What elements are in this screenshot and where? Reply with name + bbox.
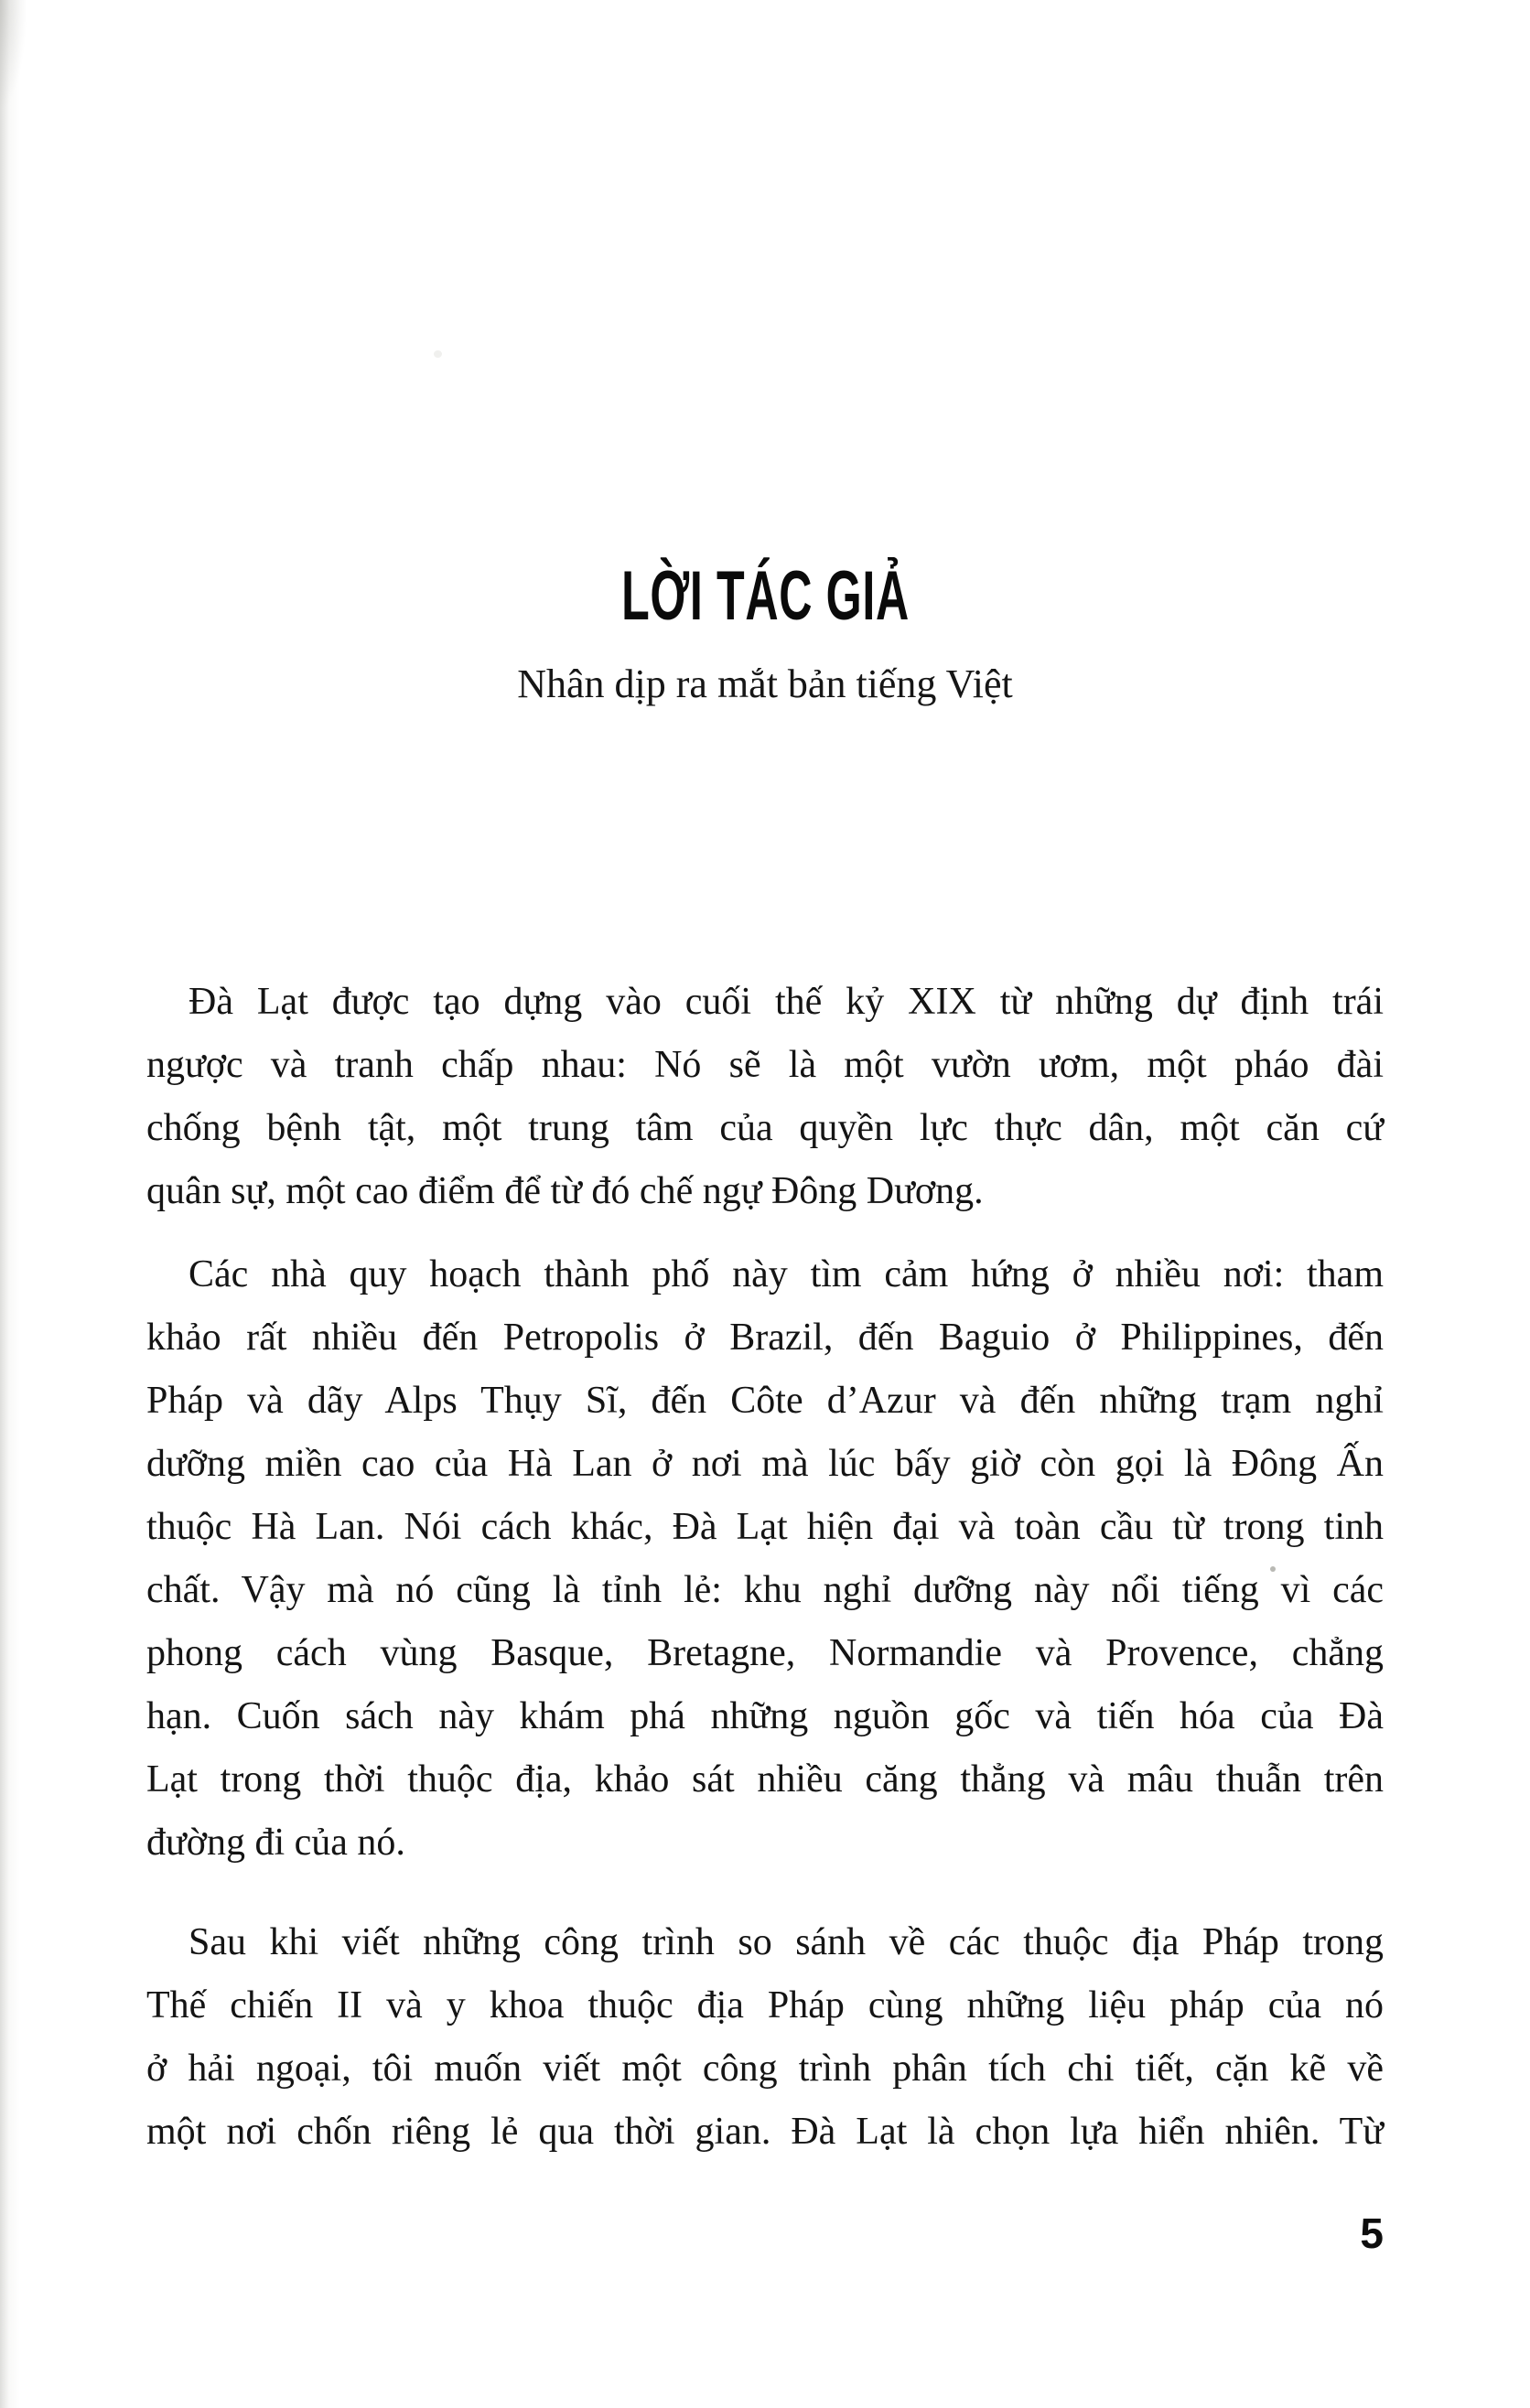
page-number: 5 [1360,2209,1384,2257]
text-line: phong cách vùng Basque, Bretagne, Normandie và Provence, chẳng [146,1632,1384,1674]
text-line: chất. Vậy mà nó cũng là tỉnh lẻ: khu nghỉ dưỡng này nổi tiếng vì các [146,1569,1384,1611]
text-line: khảo rất nhiều đến Petropolis ở Brazil, đến Baguio ở Philippines, đến [146,1317,1384,1359]
page-edge-shadow [0,0,20,2408]
chapter-title: LỜI TÁC GIẢ [620,557,910,635]
page-edge-shadow-corner [0,0,27,110]
paragraph [146,971,1384,1223]
text-line: Lạt trong thời thuộc địa, khảo sát nhiều căng thẳng và mâu thuẫn trên [146,1758,1384,1801]
chapter-heading [146,557,1384,635]
text-line: Sau khi viết những công trình so sánh về các thuộc địa Pháp trong [189,1921,1384,1963]
text-line: đường đi của nó. [146,1822,405,1864]
text-line: Các nhà quy hoạch thành phố này tìm cảm hứng ở nhiều nơi: tham [189,1253,1384,1295]
paragraph [146,1911,1384,2164]
text-line: Đà Lạt được tạo dựng vào cuối thế kỷ XIX từ những dự định trái [189,981,1384,1023]
scan-artifact [434,350,442,358]
body-text [146,971,1384,2164]
text-line: dưỡng miền cao của Hà Lan ở nơi mà lúc bấy giờ còn gọi là Đông Ấn [146,1443,1384,1485]
text-line: Thế chiến II và y khoa thuộc địa Pháp cùng những liệu pháp của nó [146,1984,1384,2026]
text-line: một nơi chốn riêng lẻ qua thời gian. Đà Lạt là chọn lựa hiển nhiên. Từ [146,2111,1384,2153]
text-line: ngược và tranh chấp nhau: Nó sẽ là một vườn ươm, một pháo đài [146,1044,1384,1086]
text-line: ở hải ngoại, tôi muốn viết một công trình phân tích chi tiết, cặn kẽ về [146,2048,1384,2090]
text-line: chống bệnh tật, một trung tâm của quyền lực thực dân, một căn cứ [146,1107,1384,1149]
text-line: thuộc Hà Lan. Nói cách khác, Đà Lạt hiện đại và toàn cầu từ trong tinh [146,1506,1384,1548]
paragraph [146,1243,1384,1875]
text-line: Pháp và dãy Alps Thụy Sĩ, đến Côte d’Azur và đến những trạm nghỉ [146,1380,1384,1422]
chapter-subheading [146,661,1384,708]
text-line: hạn. Cuốn sách này khám phá những nguồn gốc và tiến hóa của Đà [146,1695,1384,1737]
chapter-subtitle: Nhân dịp ra mắt bản tiếng Việt [517,661,1013,706]
text-line: quân sự, một cao điểm để từ đó chế ngự Đông Dương. [146,1170,984,1212]
